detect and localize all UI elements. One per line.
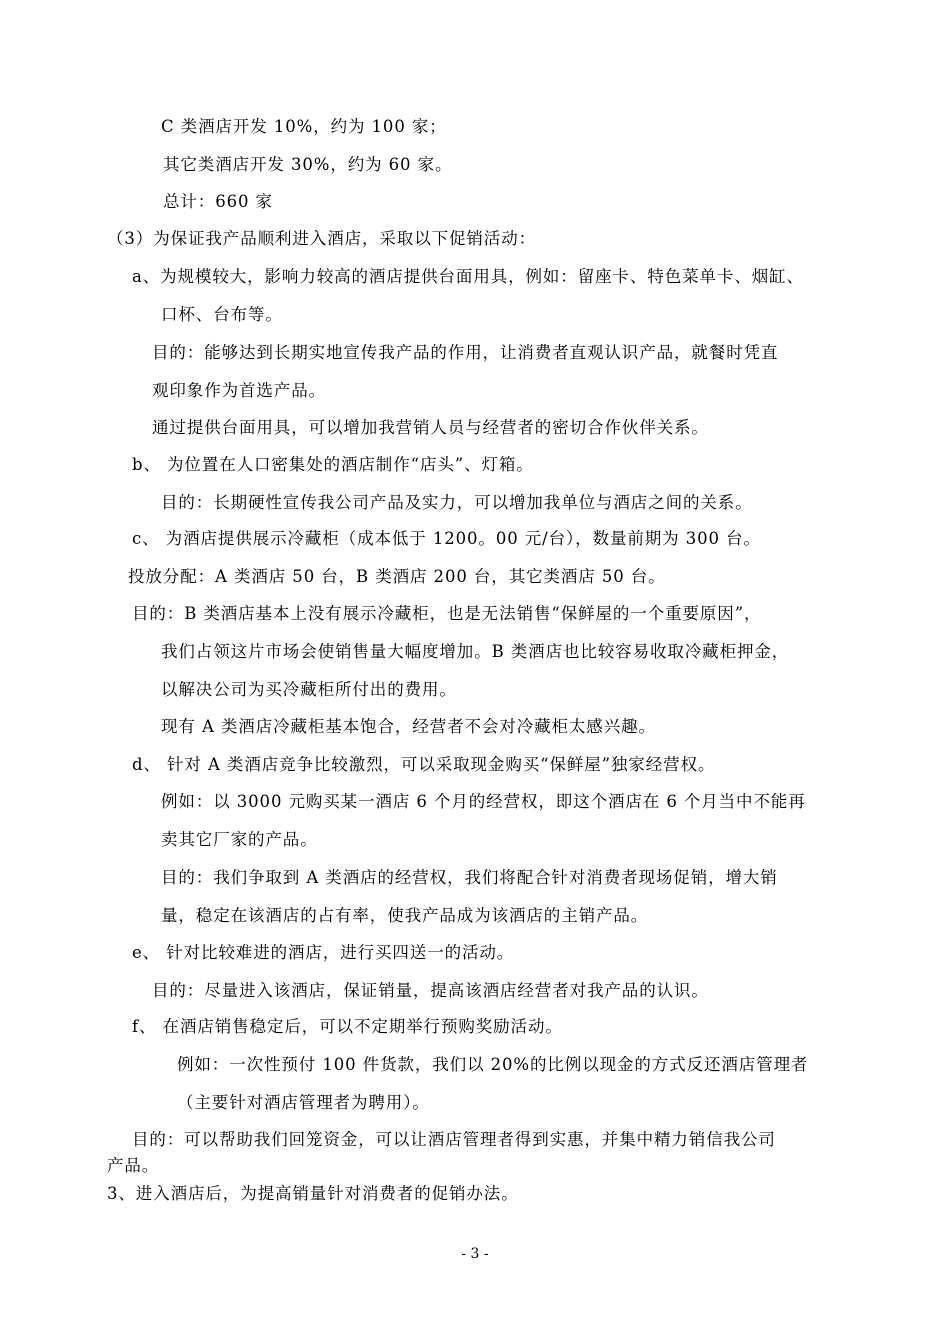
text-line: 通过提供台面用具，可以增加我营销人员与经营者的密切合作伙伴关系。	[152, 418, 709, 437]
text-line: 目的：我们争取到 A 类酒店的经营权，我们将配合针对消费者现场促销，增大销	[161, 868, 778, 887]
text-line: 目的：能够达到长期实地宣传我产品的作用，让消费者直观认识产品，就餐时凭直	[152, 343, 779, 362]
text-line: f、 在酒店销售稳定后，可以不定期举行预购奖励活动。	[132, 1017, 563, 1036]
text-line: 以解决公司为买冷藏柜所付出的费用。	[161, 680, 457, 699]
page-number: - 3 -	[461, 1246, 489, 1262]
text-line: （主要针对酒店管理者为聘用）。	[177, 1093, 430, 1112]
text-line: 卖其它厂家的产品。	[161, 830, 318, 849]
text-line: 目的：可以帮助我们回笼资金，可以让酒店管理者得到实惠，并集中精力销信我公司	[132, 1130, 776, 1149]
text-line: a、为规模较大，影响力较高的酒店提供台面用具，例如：留座卡、特色菜单卡、烟缸、	[132, 267, 804, 286]
text-line: d、 针对 A 类酒店竞争比较激烈，可以采取现金购买“保鲜屋”独家经营权。	[132, 755, 716, 774]
text-line: （3）为保证我产品顺利进入酒店，采取以下促销活动：	[107, 229, 536, 248]
text-line: 观印象作为首选产品。	[152, 381, 326, 400]
text-line: 3、进入酒店后，为提高销量针对消费者的促销办法。	[107, 1184, 519, 1203]
text-line: 目的：尽量进入该酒店，保证销量，提高该酒店经营者对我产品的认识。	[152, 981, 709, 1000]
text-line: 例如：以 3000 元购买某一酒店 6 个月的经营权，即这个酒店在 6 个月当中不能再	[161, 792, 806, 811]
text-line: 其它类酒店开发 30%，约为 60 家。	[163, 155, 453, 174]
text-line: 总计：660 家	[163, 192, 273, 211]
text-line: 投放分配：A 类酒店 50 台，B 类酒店 200 台，其它类酒店 50 台。	[128, 567, 666, 586]
text-line: b、 为位置在人口密集处的酒店制作“店头”、灯箱。	[132, 455, 534, 474]
text-line: 我们占领这片市场会使销售量大幅度增加。B 类酒店也比较容易收取冷藏柜押金，	[161, 642, 790, 661]
text-line: 目的：长期硬性宣传我公司产品及实力，可以增加我单位与酒店之间的关系。	[161, 493, 753, 512]
text-line: 现有 A 类酒店冷藏柜基本饱合，经营者不会对冷藏柜太感兴趣。	[161, 717, 656, 736]
text-line: 口杯、台布等。	[161, 305, 283, 324]
text-line: 量，稳定在该酒店的占有率，使我产品成为该酒店的主销产品。	[161, 906, 649, 925]
text-line: c、 为酒店提供展示冷藏柜（成本低于 1200。00 元/台），数量前期为 300 台。	[132, 529, 761, 548]
text-line: 目的：B 类酒店基本上没有展示冷藏柜，也是无法销售“保鲜屋的一个重要原因”，	[132, 604, 762, 623]
text-line: 产品。	[107, 1156, 160, 1175]
text-line: C 类酒店开发 10%，约为 100 家；	[161, 117, 447, 136]
text-line: e、 针对比较难进的酒店，进行买四送一的活动。	[132, 943, 515, 962]
text-line: 例如：一次性预付 100 件货款，我们以 20%的比例以现金的方式反还酒店管理者	[177, 1055, 809, 1074]
